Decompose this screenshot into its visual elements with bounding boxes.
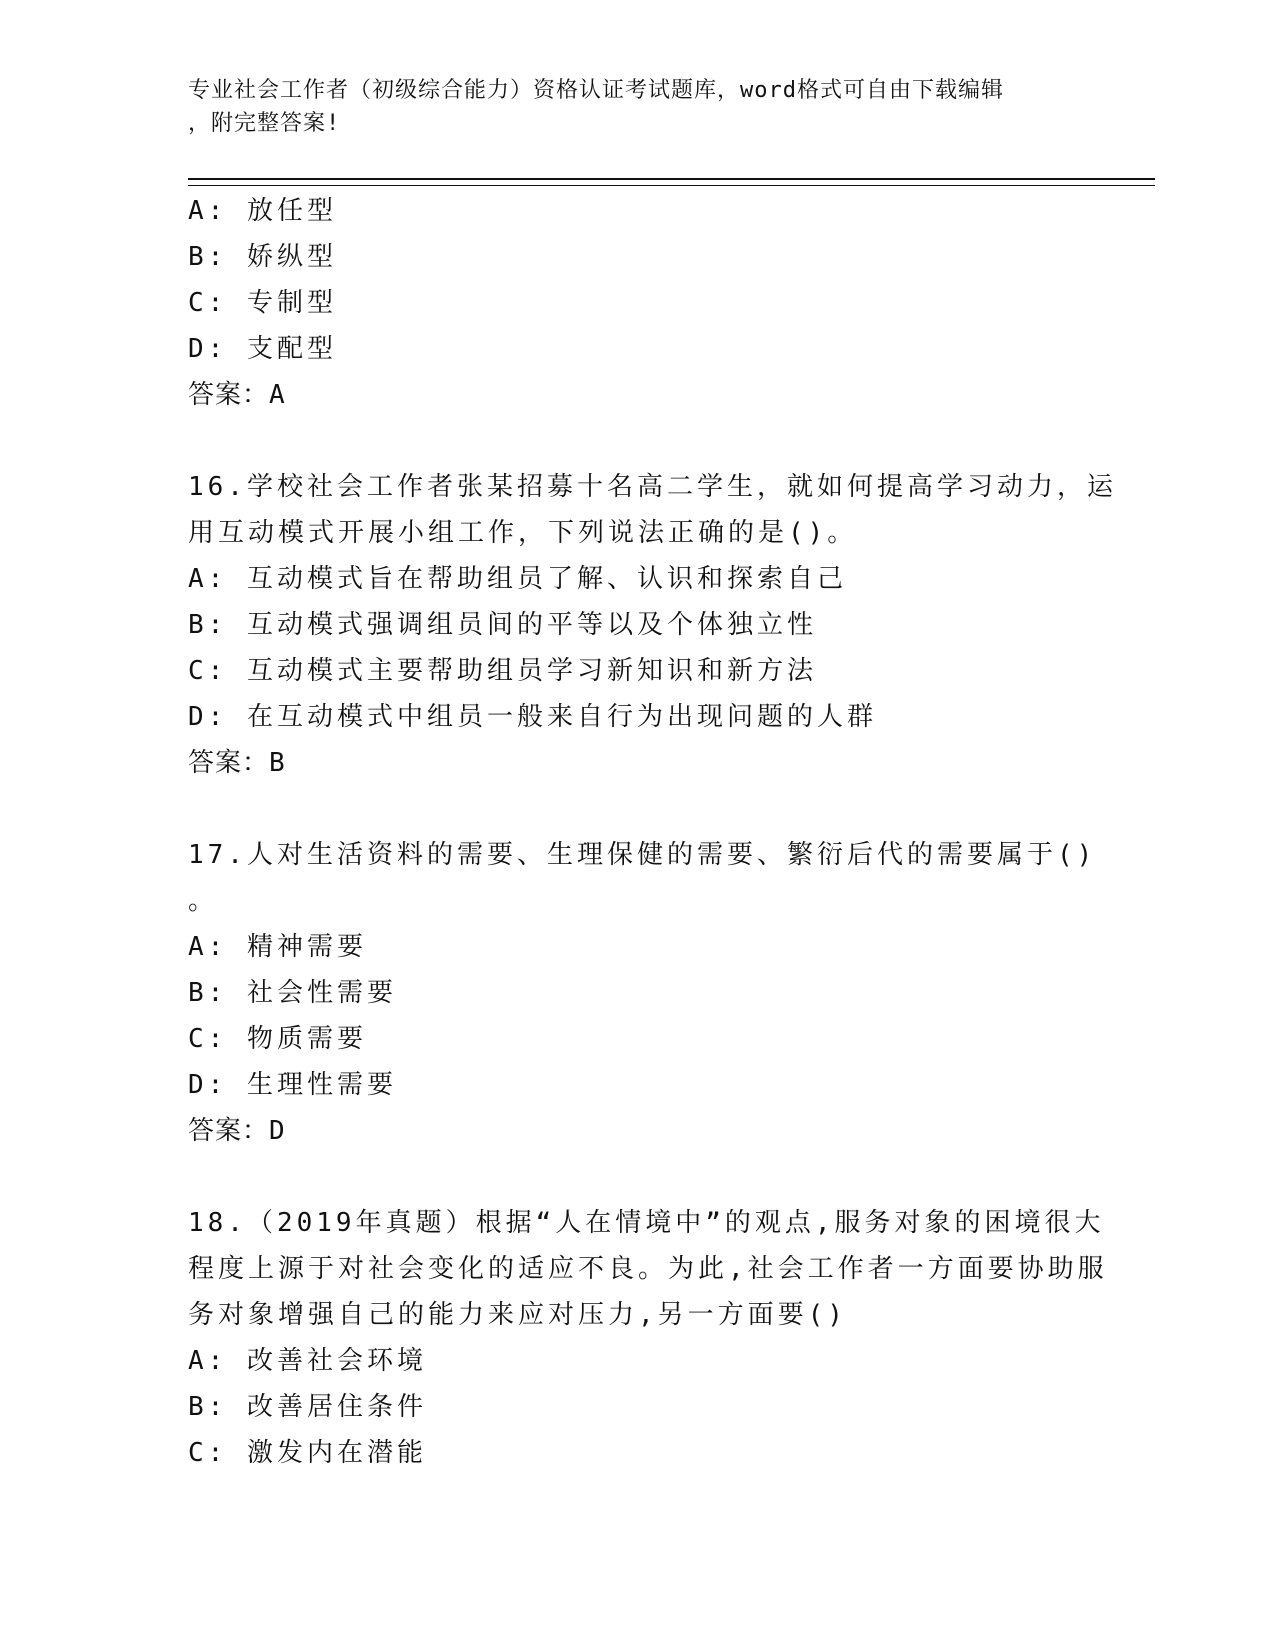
question-list [188,188,1117,1476]
page-header [188,74,1068,140]
option-d: D: 生理性需要 [188,1070,397,1100]
question-spacer [188,418,1088,464]
answer-line: 答案：A [188,380,286,410]
question-stem-line: 18.（2019年真题）根据“人在情境中”的观点,服务对象的困境很大 [188,1208,1105,1238]
question-16 [188,464,1117,786]
option-a: A: 精神需要 [188,932,367,962]
question-spacer [188,786,1088,832]
question-stem-line: 17.人对生活资料的需要、生理保健的需要、繁衍后代的需要属于() [188,840,1097,870]
option-d: D: 支配型 [188,334,337,364]
option-b: B: 互动模式强调组员间的平等以及个体独立性 [188,610,817,640]
question-18 [188,1200,1108,1476]
question-stem-line: 程度上源于对社会变化的适应不良。为此,社会工作者一方面要协助服 [188,1254,1108,1284]
option-c: C: 物质需要 [188,1024,367,1054]
option-b: B: 娇纵型 [188,242,337,272]
question-15 [188,188,1088,418]
question-stem-line: 用互动模式开展小组工作，下列说法正确的是()。 [188,518,858,548]
header-line-2: ，附完整答案! [188,111,341,136]
option-a: A: 互动模式旨在帮助组员了解、认识和探索自己 [188,564,847,594]
question-stem-line: 。 [188,886,219,916]
header-line-1: 专业社会工作者（初级综合能力）资格认证考试题库，word格式可自由下载编辑 [188,78,1004,103]
option-d: D: 在互动模式中组员一般来自行为出现问题的人群 [188,702,877,732]
option-c: C: 互动模式主要帮助组员学习新知识和新方法 [188,656,817,686]
option-b: B: 社会性需要 [188,978,397,1008]
option-c: C: 激发内在潜能 [188,1438,427,1468]
answer-line: 答案：B [188,748,286,778]
header-divider [188,178,1155,186]
question-spacer [188,1154,1088,1200]
option-c: C: 专制型 [188,288,337,318]
question-stem-line: 16.学校社会工作者张某招募十名高二学生，就如何提高学习动力，运 [188,472,1117,502]
answer-line: 答案：D [188,1116,286,1146]
option-a: A: 改善社会环境 [188,1346,427,1376]
question-17 [188,832,1097,1154]
option-a: A: 放任型 [188,196,337,226]
question-stem-line: 务对象增强自己的能力来应对压力,另一方面要() [188,1300,847,1330]
option-b: B: 改善居住条件 [188,1392,427,1422]
